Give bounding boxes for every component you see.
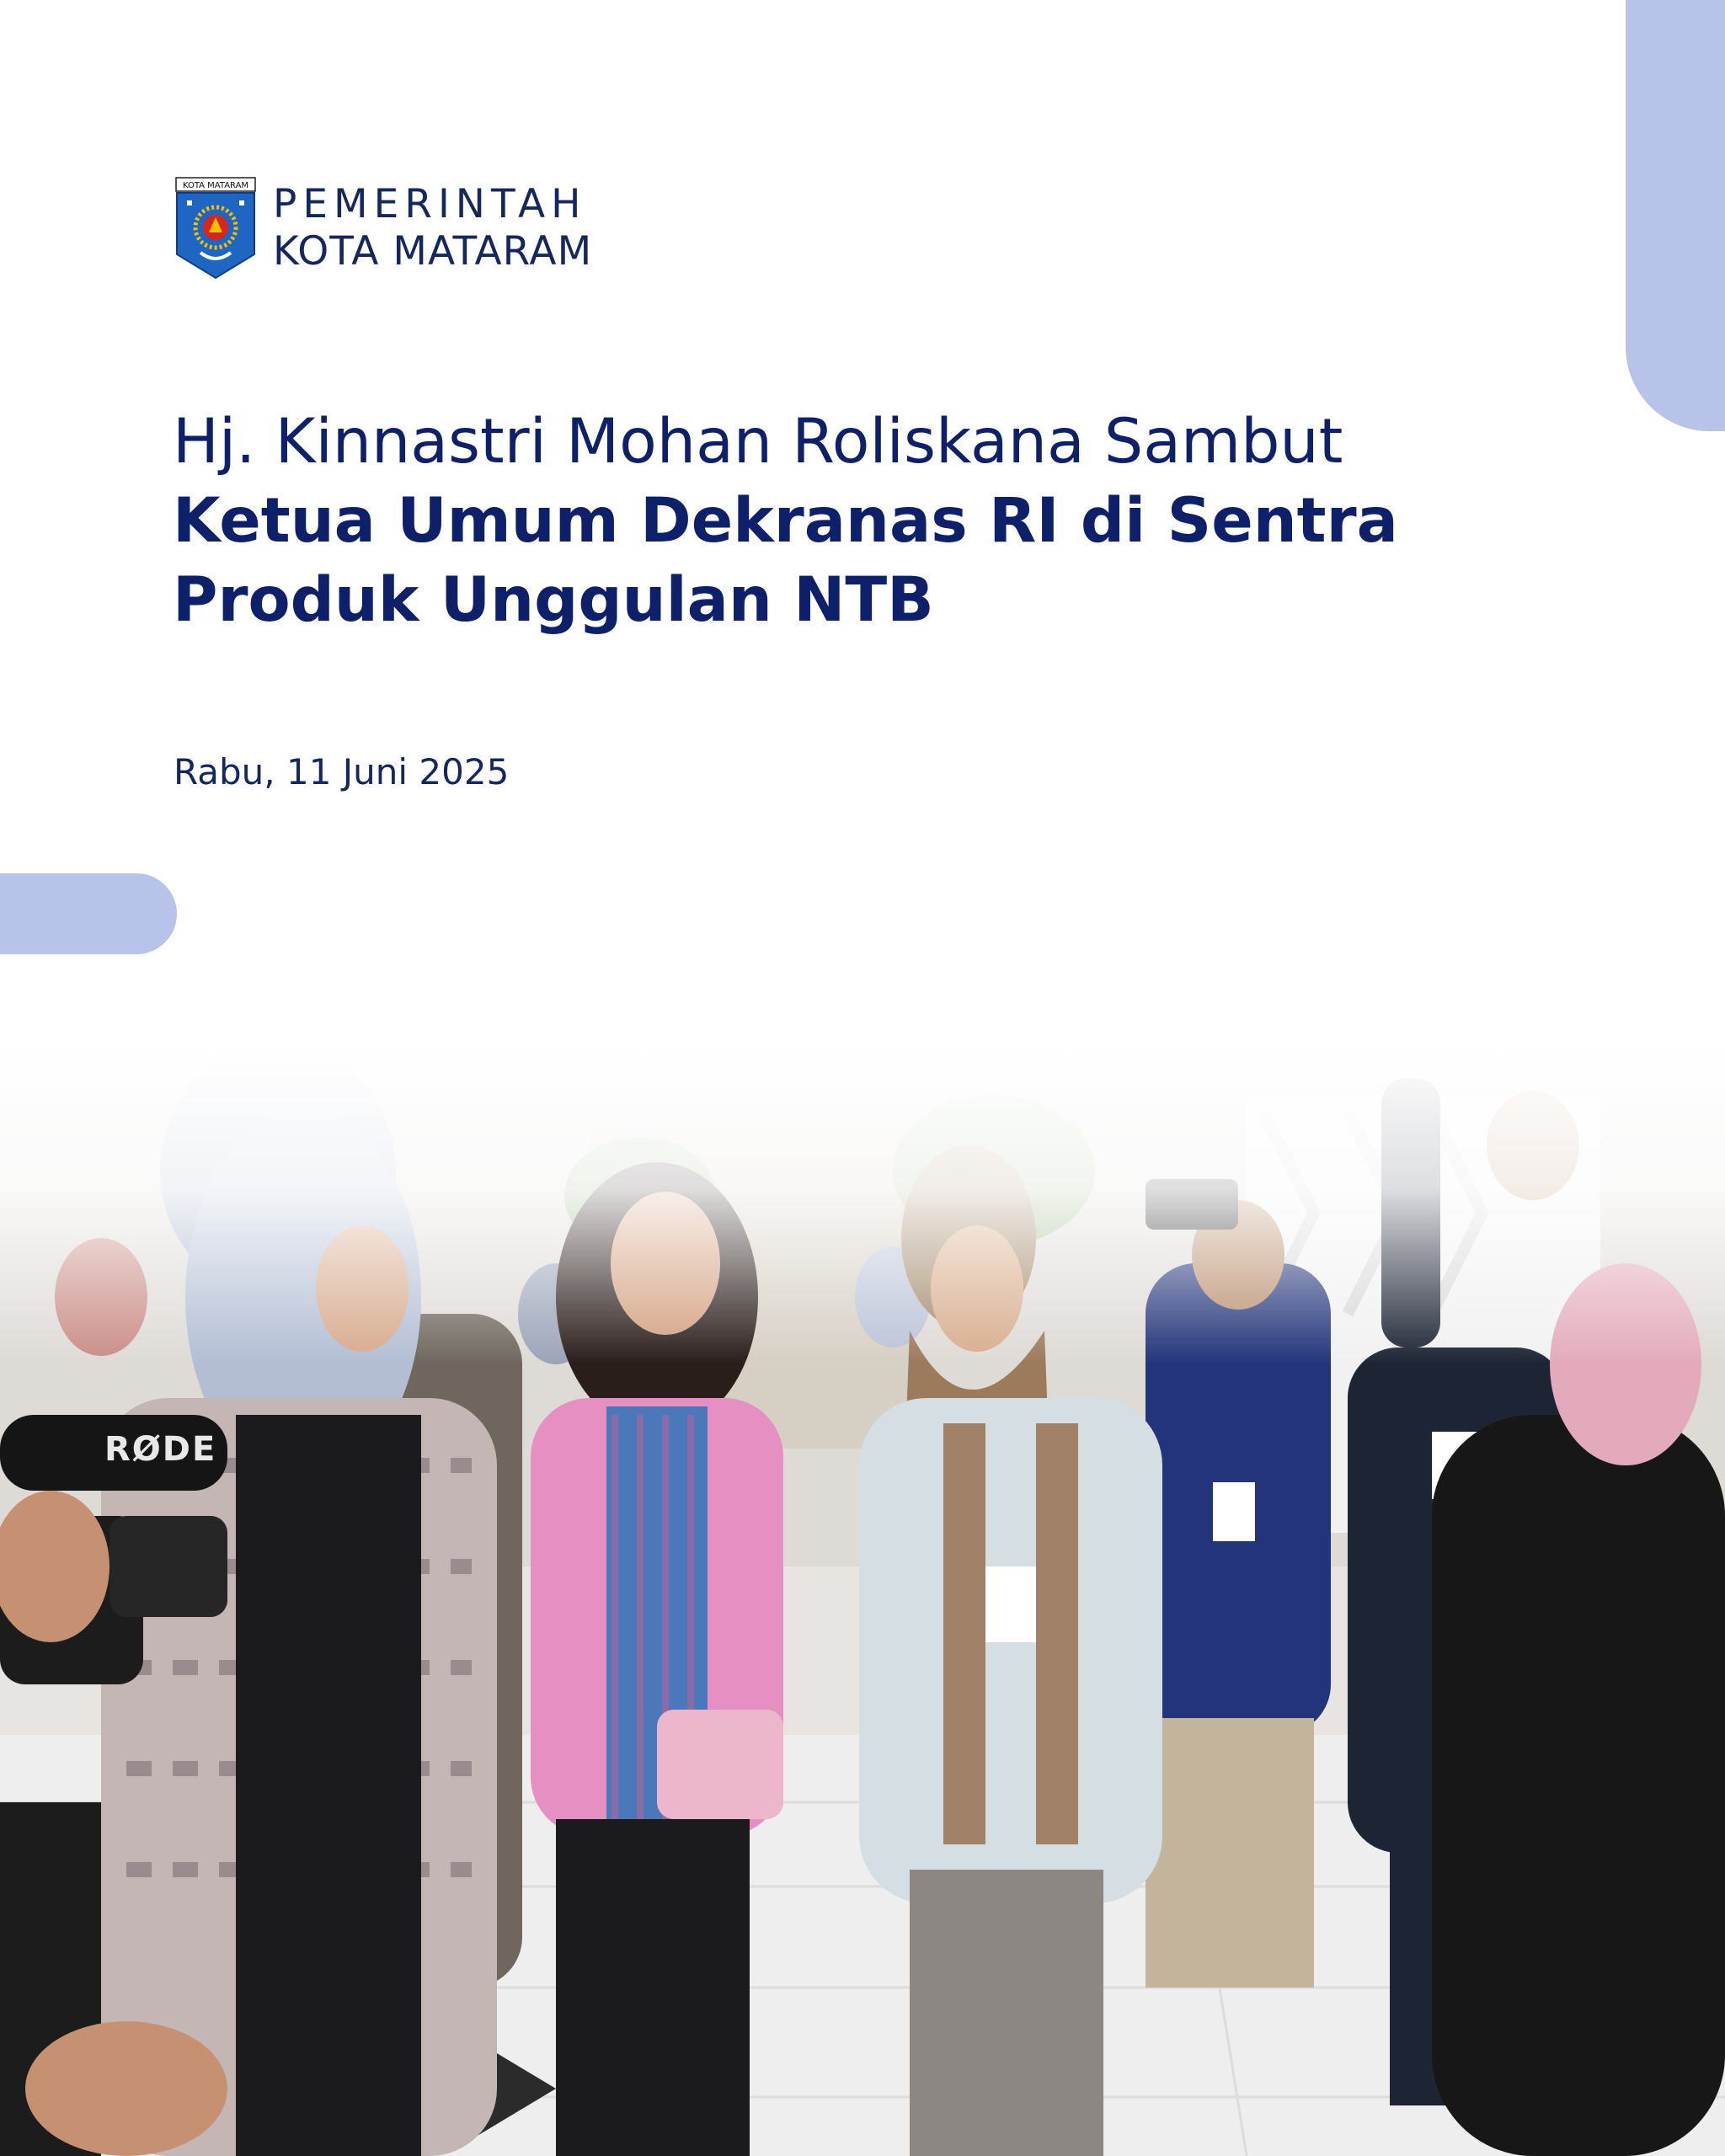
- publish-date: Rabu, 11 Juni 2025: [174, 751, 510, 792]
- headline-regular-line: Hj. Kinnastri Mohan Roliskana Sambut: [173, 406, 1343, 478]
- header-logo: [175, 177, 592, 280]
- headline: [173, 403, 1588, 640]
- org-name-line2: KOTA MATARAM: [273, 228, 593, 275]
- microphone-brand-label: RØDE: [104, 1430, 217, 1469]
- headline-bold-line: Ketua Umum Dekranas RI di Sentra Produk Unggulan NTB: [173, 485, 1398, 636]
- event-photo: [0, 1044, 1725, 2156]
- org-name-line1: PEMERINTAH: [273, 181, 587, 227]
- event-photo-illustration: [0, 1044, 1725, 2156]
- organization-name: [273, 181, 592, 275]
- decorative-pill-shape: [0, 873, 177, 954]
- decorative-corner-shape: [1626, 0, 1725, 431]
- kota-mataram-emblem-icon: [175, 177, 256, 280]
- emblem-text: KOTA MATARAM: [182, 181, 249, 190]
